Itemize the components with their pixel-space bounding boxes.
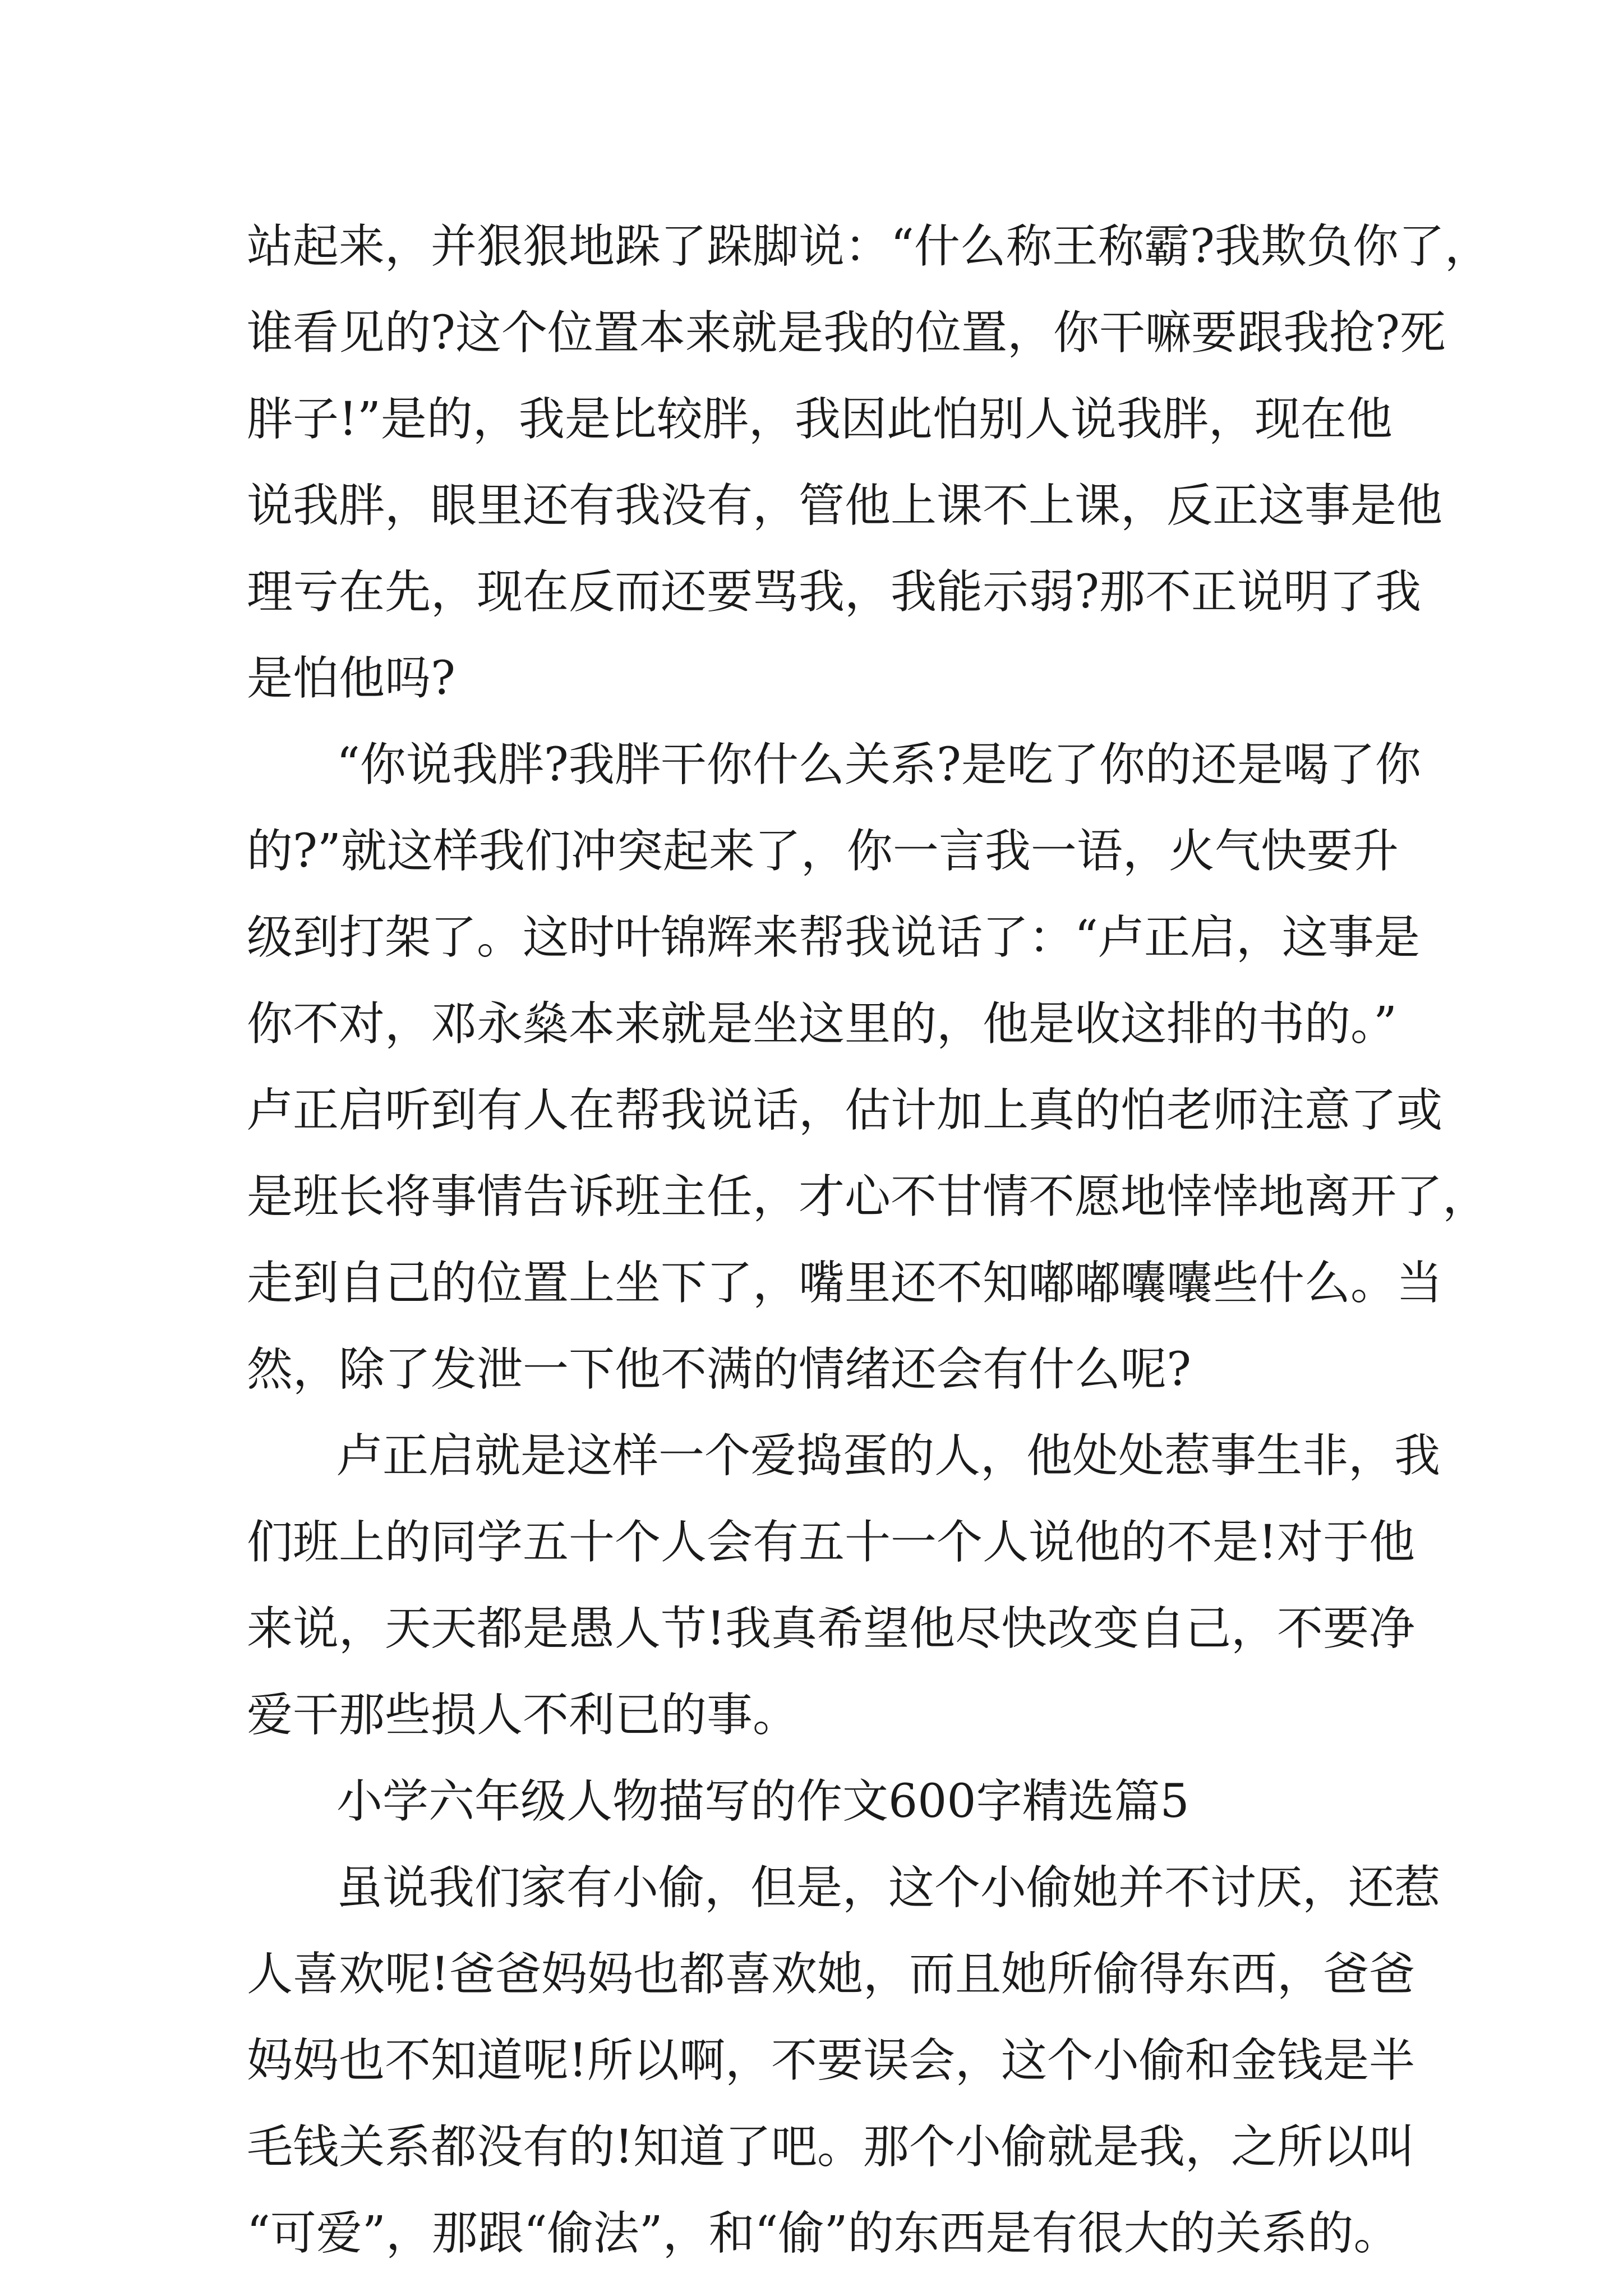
text-line: 是怕他吗? (247, 652, 455, 705)
text-line: 说我胖，眼里还有我没有，管他上课不上课，反正这事是他 (247, 479, 1443, 532)
text-line: 站起来，并狠狠地跺了跺脚说：“什么称王称霸?我欺负你了， (247, 220, 1491, 273)
text-line: 走到自己的位置上坐下了，嘴里还不知嘟嘟囔囔些什么。当 (247, 1257, 1443, 1310)
text-line: 妈妈也不知道呢!所以啊，不要误会，这个小偷和金钱是半 (247, 2034, 1415, 2087)
text-line: 来说，天天都是愚人节!我真希望他尽快改变自己，不要净 (247, 1602, 1415, 1655)
text-line: “可爱”，那跟“偷法”，和“偷”的东西是有很大的关系的。 (247, 2207, 1400, 2260)
text-line: 爱干那些损人不利已的事。 (247, 1688, 799, 1742)
text-line: 然，除了发泄一下他不满的情绪还会有什么呢? (247, 1343, 1191, 1396)
text-line: 理亏在先，现在反而还要骂我，我能示弱?那不正说明了我 (247, 565, 1421, 619)
text-line: 胖子!”是的，我是比较胖，我因此怕别人说我胖，现在他 (247, 393, 1393, 446)
text-line: 的?”就这样我们冲突起来了，你一言我一语，火气快要升 (247, 825, 1399, 878)
text-line: 级到打架了。这时叶锦辉来帮我说话了：“卢正启，这事是 (247, 911, 1420, 964)
text-line: 卢正启就是这样一个爱捣蛋的人，他处处惹事生非，我 (336, 1429, 1441, 1483)
section-heading: 小学六年级人物描写的作文600字精选篇5 (336, 1775, 1189, 1828)
text-line: 们班上的同学五十个人会有五十一个人说他的不是!对于他 (247, 1516, 1415, 1569)
text-line: “你说我胖?我胖干你什么关系?是吃了你的还是喝了你 (336, 738, 1421, 792)
text-line: 人喜欢呢!爸爸妈妈也都喜欢她，而且她所偷得东西，爸爸 (247, 1948, 1415, 2001)
text-line: 谁看见的?这个位置本来就是我的位置，你干嘛要跟我抢?死 (247, 306, 1446, 360)
text-line: 你不对，邓永燊本来就是坐这里的，他是收这排的书的。” (247, 997, 1397, 1051)
text-line: 卢正启听到有人在帮我说话，估计加上真的怕老师注意了或 (247, 1084, 1443, 1137)
text-line: 虽说我们家有小偷，但是，这个小偷她并不讨厌，还惹 (336, 1861, 1441, 1915)
text-line: 毛钱关系都没有的!知道了吧。那个小偷就是我，之所以叫 (247, 2120, 1415, 2174)
text-line: 是班长将事情告诉班主任，才心不甘情不愿地悻悻地离开了， (247, 1170, 1489, 1223)
